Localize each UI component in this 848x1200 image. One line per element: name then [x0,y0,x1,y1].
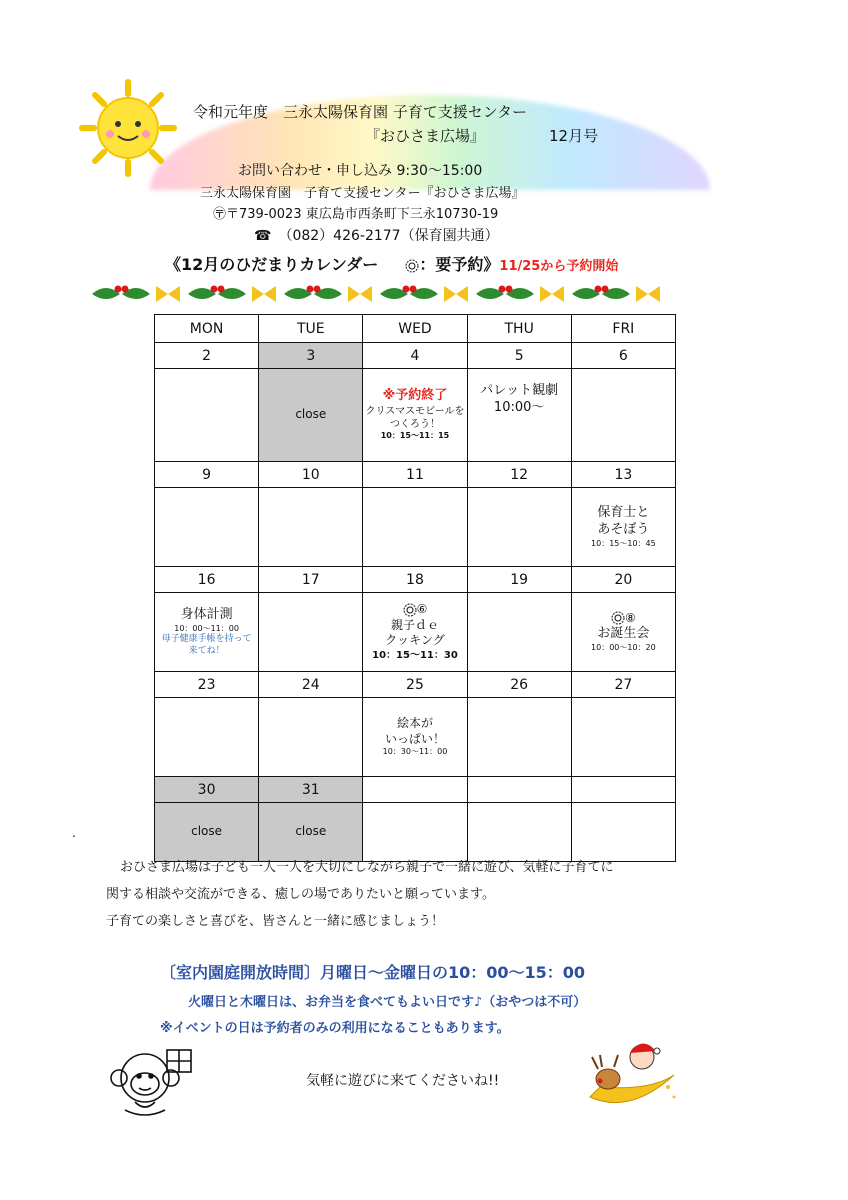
event-row [155,803,676,862]
phone: ☎ （082）426-2177（保育園共通） [254,228,499,244]
event-note-footer: ※イベントの日は予約者のみの利用になることもあります。 [160,1021,510,1036]
date-cell: 9 [155,462,259,488]
date-cell: 30 [155,777,259,803]
event-cell [259,803,363,862]
event-cell [571,488,675,567]
event-cell [259,369,363,462]
sunflower-icon [611,611,625,625]
sunflower-icon [403,603,417,617]
event-title: あそぼう [597,521,650,537]
date-cell: 31 [259,777,363,803]
sunflower-icon [405,259,419,273]
event-cell [363,488,467,567]
event-row [155,369,676,462]
event-title: クリスマスモビールをつくろう！ [365,406,465,431]
event-row [155,488,676,567]
weekday-header: THU [467,315,571,343]
event-reserve-mark: ⑧ [572,611,675,627]
event-cell [467,593,571,672]
event-title: パレット観劇 [480,383,559,398]
stray-dot: . [72,826,76,840]
lunch-note: 火曜日と木曜日は、お弁当を食べてもよい日です♪（おやつは不可） [188,995,587,1010]
event-row [155,698,676,777]
header-title: 令和元年度 三永太陽保育園 子育て支援センター [193,103,528,121]
event-cell [155,698,259,777]
date-cell: 12 [467,462,571,488]
event-cell [259,593,363,672]
open-hours: 〔室内園庭開放時間〕月曜日～金曜日の10：00～15：00 [160,963,586,982]
event-time: 10：15～10：45 [591,538,656,548]
date-cell: 4 [363,343,467,369]
date-cell: 18 [363,567,467,593]
address: 〶〒739-0023 東広島市西条町下三永10730-19 [213,207,499,222]
event-cell [571,593,675,672]
date-cell [363,777,467,803]
event-cell [155,593,259,672]
date-cell: 23 [155,672,259,698]
santa-sleigh-illustration [580,1035,680,1115]
event-cell [363,369,467,462]
date-row [155,672,676,698]
inquiry-hours: お問い合わせ・申し込み 9:30～15:00 [238,163,483,179]
date-cell: 20 [571,567,675,593]
weekday-header: MON [155,315,259,343]
event-cell [571,369,675,462]
date-cell: 19 [467,567,571,593]
event-cell [467,369,571,462]
monkey-illustration [105,1040,205,1120]
event-cell [571,803,675,862]
event-row [155,593,676,672]
date-cell [571,777,675,803]
date-cell: 11 [363,462,467,488]
event-title: 親子ｄｅ [390,617,439,632]
event-time: 10：00～10：20 [591,643,656,653]
intro-line-2: 関する相談や交流ができる、癒しの場でありたいと願っています。 [106,887,495,902]
date-cell: 26 [467,672,571,698]
event-cell [259,698,363,777]
closing-message: 気軽に遊びに来てくださいね!! [306,1073,500,1089]
date-cell: 5 [467,343,571,369]
event-cell [467,803,571,862]
close-label: close [295,824,327,839]
date-row [155,462,676,488]
weekday-header: TUE [259,315,363,343]
date-cell: 16 [155,567,259,593]
reservation-closed-label: ※予約終了 [382,388,448,404]
calendar-title: 《12月のひだまりカレンダー ：要予約》11/25から予約開始 [165,255,619,274]
event-reserve-mark: ⑥ [363,602,466,618]
event-cell [467,488,571,567]
event-title: 絵本が [396,716,433,731]
phone-icon: ☎ [254,228,272,244]
event-title: いっぱい！ [384,731,445,746]
date-cell: 2 [155,343,259,369]
event-title: 身体計測 [180,606,233,622]
date-cell: 13 [571,462,675,488]
organization: 三永太陽保育園 子育て支援センター『おひさま広場』 [200,186,525,201]
event-cell [155,803,259,862]
event-title: お誕生会 [597,626,650,642]
close-label: close [295,407,327,422]
event-time: 10：15～11：30 [372,649,458,661]
event-title: 保育士と [597,504,650,520]
date-cell: 3 [259,343,363,369]
event-time: 10：30～11：00 [382,747,448,757]
event-cell [571,698,675,777]
date-cell: 10 [259,462,363,488]
date-row [155,777,676,803]
calendar-table [154,314,676,862]
intro-line-3: 子育ての楽しさと喜びを、皆さんと一緒に感じましょう！ [106,914,445,929]
header-subtitle: 『おひさま広場』 [365,127,486,145]
date-cell: 17 [259,567,363,593]
date-row [155,567,676,593]
event-cell [363,803,467,862]
event-cell [155,369,259,462]
event-cell [363,593,467,672]
weekday-header: FRI [571,315,675,343]
event-cell [363,698,467,777]
event-time: 10:00～ [493,399,545,415]
sun-icon [78,78,178,178]
postal-icon: 〶 [213,207,227,222]
date-cell: 25 [363,672,467,698]
event-cell [155,488,259,567]
intro-line-1: おひさま広場は子ども一人一人を大切にしながら親子で一緒に遊び、気軽に子育てに [120,860,614,875]
event-cell [259,488,363,567]
date-cell: 6 [571,343,675,369]
issue-label: 12月号 [549,127,599,145]
event-time: 10：15～11：15 [380,431,450,441]
event-title: クッキング [385,633,445,648]
date-cell: 24 [259,672,363,698]
event-time: 10：00～11：00 [174,623,239,633]
date-cell: 27 [571,672,675,698]
event-note: 母子健康手帳を持って来てね！ [161,633,252,656]
holly-garland [92,280,692,306]
close-label: close [191,824,223,839]
date-row [155,343,676,369]
weekday-header-row [155,315,676,343]
event-cell [467,698,571,777]
date-cell [467,777,571,803]
weekday-header: WED [363,315,467,343]
